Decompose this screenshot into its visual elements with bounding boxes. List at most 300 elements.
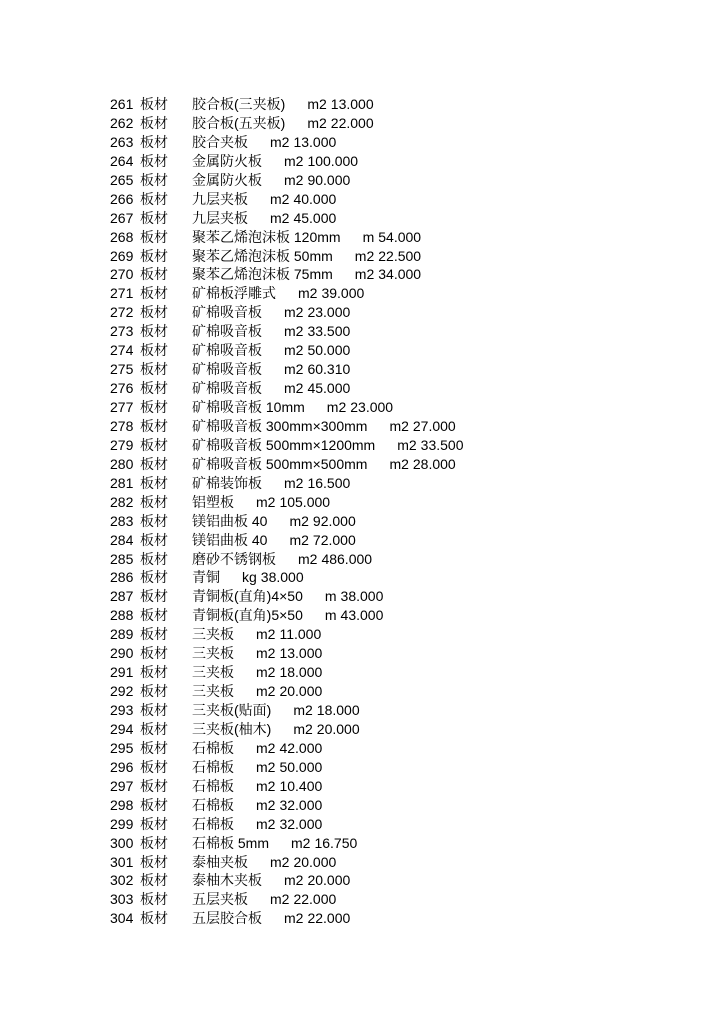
item-name: 矿棉吸音板 <box>192 323 262 340</box>
item-price: 18.000 <box>279 664 323 681</box>
item-name: 石棉板 5mm <box>192 834 269 851</box>
item-number: 275 <box>110 361 134 378</box>
item-price: 16.500 <box>307 474 351 491</box>
item-number: 266 <box>110 190 134 207</box>
list-item <box>110 853 690 872</box>
item-name: 泰柚夹板 <box>192 853 248 870</box>
item-name: 胶合板(三夹板) <box>192 96 286 112</box>
item-category: 板材 <box>140 455 168 472</box>
item-name: 三夹板 <box>192 645 234 662</box>
item-number: 261 <box>110 96 134 112</box>
list-item <box>110 682 690 701</box>
spacer <box>234 739 256 758</box>
spacer <box>333 265 355 284</box>
item-number: 268 <box>110 228 134 245</box>
item-number: 274 <box>110 342 134 359</box>
list-item <box>110 890 690 909</box>
list-item <box>110 284 690 303</box>
spacer <box>248 209 270 228</box>
item-name: 铝塑板 <box>192 493 234 510</box>
item-price: 60.310 <box>307 361 351 378</box>
item-number: 265 <box>110 171 134 188</box>
item-category: 板材 <box>140 853 168 870</box>
item-number: 285 <box>110 550 134 567</box>
item-name: 矿棉吸音板 10mm <box>192 399 305 415</box>
item-category: 板材 <box>140 190 168 207</box>
item-unit: kg <box>242 569 257 586</box>
item-category: 板材 <box>140 380 168 397</box>
item-name: 胶合夹板 <box>192 133 248 150</box>
item-name: 九层夹板 <box>192 209 248 226</box>
spacer <box>262 303 284 322</box>
item-price: 20.000 <box>307 872 351 889</box>
item-name: 矿棉吸音板 500mm×500mm <box>192 455 368 472</box>
item-name: 镁铝曲板 40 <box>192 512 268 529</box>
item-price: 32.000 <box>279 796 323 813</box>
item-number: 297 <box>110 777 134 794</box>
item-price: 100.000 <box>307 152 359 169</box>
item-name: 胶合板(五夹板) <box>192 114 286 131</box>
item-price: 22.500 <box>378 247 422 264</box>
item-category: 板材 <box>140 417 168 434</box>
item-unit: m2 <box>291 834 311 851</box>
list-item <box>110 190 690 209</box>
item-price: 486.000 <box>321 550 373 567</box>
item-number: 269 <box>110 247 134 264</box>
item-unit: m2 <box>270 853 290 870</box>
item-unit: m2 <box>389 417 409 434</box>
list-item <box>110 871 690 890</box>
item-number: 288 <box>110 607 134 624</box>
item-name: 石棉板 <box>192 777 234 794</box>
item-name: 金属防火板 <box>192 171 262 188</box>
item-unit: m2 <box>289 512 309 529</box>
item-unit: m2 <box>256 626 276 643</box>
spacer <box>303 606 325 625</box>
list-item <box>110 777 690 796</box>
list-item <box>110 568 690 587</box>
item-number: 302 <box>110 872 134 889</box>
item-category: 板材 <box>140 796 168 813</box>
item-category: 板材 <box>140 607 168 624</box>
item-unit: m2 <box>284 342 304 359</box>
item-number: 292 <box>110 683 134 700</box>
item-category: 板材 <box>140 228 168 245</box>
item-price: 38.000 <box>340 588 384 605</box>
item-price: 40.000 <box>293 190 337 207</box>
item-price: 20.000 <box>316 720 360 737</box>
spacer <box>234 815 256 834</box>
list-item <box>110 455 690 474</box>
item-unit: m2 <box>284 304 304 321</box>
item-number: 287 <box>110 588 134 605</box>
item-number: 283 <box>110 512 134 529</box>
item-unit: m2 <box>298 285 318 302</box>
list-item <box>110 606 690 625</box>
item-price: 13.000 <box>330 96 374 112</box>
spacer <box>276 284 298 303</box>
item-category: 板材 <box>140 531 168 548</box>
item-category: 板材 <box>140 342 168 359</box>
item-category: 板材 <box>140 474 168 491</box>
item-price: 11.000 <box>279 626 322 643</box>
item-category: 板材 <box>140 361 168 378</box>
list-item <box>110 303 690 322</box>
item-name: 石棉板 <box>192 815 234 832</box>
item-price: 22.000 <box>307 910 351 927</box>
item-unit: m2 <box>270 133 290 150</box>
item-price: 23.000 <box>307 304 351 321</box>
list-item <box>110 95 690 114</box>
item-number: 284 <box>110 531 134 548</box>
item-price: 34.000 <box>378 266 422 283</box>
item-category: 板材 <box>140 323 168 340</box>
item-price: 33.500 <box>307 323 351 340</box>
item-price: 43.000 <box>340 607 384 624</box>
item-unit: m2 <box>354 247 375 264</box>
spacer <box>234 493 256 512</box>
item-category: 板材 <box>140 171 168 188</box>
item-category: 板材 <box>140 702 168 718</box>
item-category: 板材 <box>140 910 168 927</box>
item-number: 279 <box>110 436 134 453</box>
item-number: 272 <box>110 304 134 321</box>
list-item <box>110 512 690 531</box>
spacer <box>262 474 284 493</box>
list-item <box>110 625 690 644</box>
item-unit: m2 <box>284 872 304 889</box>
item-unit: m2 <box>284 361 304 378</box>
list-item <box>110 341 690 360</box>
item-name: 聚苯乙烯泡沫板 120mm <box>192 228 341 245</box>
spacer <box>375 436 397 455</box>
list-item <box>110 739 690 758</box>
spacer <box>262 171 284 190</box>
item-category: 板材 <box>140 152 168 169</box>
item-unit: m2 <box>354 266 375 283</box>
item-category: 板材 <box>140 664 168 681</box>
item-unit: m2 <box>256 815 276 832</box>
item-unit: m2 <box>270 209 290 226</box>
spacer <box>285 95 307 114</box>
item-unit: m2 <box>326 399 347 415</box>
item-name: 石棉板 <box>192 796 234 813</box>
spacer <box>262 379 284 398</box>
item-category: 板材 <box>140 550 168 567</box>
item-unit: m2 <box>270 891 290 908</box>
item-unit: m <box>324 607 337 624</box>
item-number: 277 <box>110 399 134 415</box>
list-item <box>110 720 690 739</box>
item-price: 45.000 <box>307 380 351 397</box>
item-price: 72.000 <box>312 531 356 548</box>
item-unit: m2 <box>256 777 276 794</box>
item-number: 303 <box>110 891 134 908</box>
spacer <box>248 853 270 872</box>
item-unit: m2 <box>307 114 327 131</box>
item-category: 板材 <box>140 720 168 737</box>
item-price: 45.000 <box>293 209 337 226</box>
item-category: 板材 <box>140 626 168 643</box>
item-price: 20.000 <box>279 683 323 700</box>
item-number: 291 <box>110 664 134 681</box>
item-name: 五层夹板 <box>192 891 248 908</box>
item-number: 286 <box>110 569 134 586</box>
spacer <box>367 417 389 436</box>
item-name: 三夹板(贴面) <box>192 702 272 718</box>
item-number: 289 <box>110 626 134 643</box>
item-unit: m <box>362 228 375 245</box>
item-number: 301 <box>110 853 134 870</box>
item-category: 板材 <box>140 266 168 283</box>
item-number: 282 <box>110 493 134 510</box>
spacer <box>367 455 389 474</box>
item-price: 13.000 <box>293 133 337 150</box>
item-unit: m2 <box>307 96 327 112</box>
item-number: 298 <box>110 796 134 813</box>
item-category: 板材 <box>140 436 168 453</box>
item-name: 矿棉吸音板 300mm×300mm <box>192 417 368 434</box>
list-item <box>110 834 690 853</box>
item-category: 板材 <box>140 588 168 605</box>
spacer <box>262 909 284 928</box>
item-number: 304 <box>110 910 134 927</box>
list-item <box>110 171 690 190</box>
item-name: 三夹板 <box>192 683 234 700</box>
spacer <box>234 682 256 701</box>
spacer <box>271 701 293 720</box>
spacer <box>262 341 284 360</box>
item-category: 板材 <box>140 872 168 889</box>
item-price: 38.000 <box>260 569 304 586</box>
item-number: 281 <box>110 474 134 491</box>
item-name: 矿棉吸音板 500mm×1200mm <box>192 436 376 453</box>
list-item <box>110 493 690 512</box>
spacer <box>285 114 307 133</box>
spacer <box>248 190 270 209</box>
item-number: 296 <box>110 758 134 775</box>
list-item <box>110 133 690 152</box>
item-name: 石棉板 <box>192 758 234 775</box>
spacer <box>234 777 256 796</box>
list-item <box>110 398 690 417</box>
item-name: 聚苯乙烯泡沫板 50mm <box>192 247 333 264</box>
item-price: 105.000 <box>279 493 331 510</box>
item-name: 五层胶合板 <box>192 910 262 927</box>
spacer <box>234 625 256 644</box>
item-price: 50.000 <box>279 758 323 775</box>
item-category: 板材 <box>140 758 168 775</box>
item-unit: m2 <box>293 720 313 737</box>
item-price: 27.000 <box>412 417 456 434</box>
item-category: 板材 <box>140 96 168 112</box>
list-item <box>110 417 690 436</box>
item-unit: m <box>324 588 337 605</box>
list-item <box>110 758 690 777</box>
item-number: 299 <box>110 815 134 832</box>
item-unit: m2 <box>284 474 304 491</box>
item-category: 板材 <box>140 834 168 851</box>
item-category: 板材 <box>140 683 168 700</box>
item-category: 板材 <box>140 399 168 415</box>
item-price: 54.000 <box>378 228 422 245</box>
item-number: 290 <box>110 645 134 662</box>
spacer <box>234 796 256 815</box>
spacer <box>341 228 363 247</box>
item-name: 青铜板(直角)5×50 <box>192 607 303 624</box>
list-item <box>110 796 690 815</box>
item-number: 276 <box>110 380 134 397</box>
item-price: 32.000 <box>279 815 323 832</box>
item-category: 板材 <box>140 891 168 908</box>
item-name: 磨砂不锈钢板 <box>192 550 276 567</box>
spacer <box>267 512 289 531</box>
item-unit: m2 <box>389 455 409 472</box>
item-price: 92.000 <box>312 512 356 529</box>
item-name: 矿棉吸音板 <box>192 380 262 397</box>
list-item <box>110 247 690 266</box>
item-price: 39.000 <box>321 285 365 302</box>
list-item <box>110 265 690 284</box>
item-unit: m2 <box>284 323 304 340</box>
spacer <box>333 247 355 266</box>
item-price: 42.000 <box>279 739 323 756</box>
item-category: 板材 <box>140 285 168 302</box>
item-unit: m2 <box>256 683 276 700</box>
list-item <box>110 474 690 493</box>
spacer <box>305 398 327 417</box>
item-name: 石棉板 <box>192 739 234 756</box>
item-price: 20.000 <box>293 853 337 870</box>
list-item <box>110 587 690 606</box>
item-name: 矿棉吸音板 <box>192 342 262 359</box>
list-item <box>110 379 690 398</box>
list-item <box>110 114 690 133</box>
list-item <box>110 209 690 228</box>
item-price: 33.500 <box>420 436 464 453</box>
item-price: 90.000 <box>307 171 351 188</box>
item-number: 294 <box>110 720 134 737</box>
item-name: 镁铝曲板 40 <box>192 531 268 548</box>
item-number: 263 <box>110 133 134 150</box>
item-price: 28.000 <box>412 455 456 472</box>
item-number: 293 <box>110 702 134 718</box>
item-category: 板材 <box>140 114 168 131</box>
item-name: 金属防火板 <box>192 152 262 169</box>
item-number: 271 <box>110 285 134 302</box>
list-item <box>110 701 690 720</box>
spacer <box>271 720 293 739</box>
spacer <box>248 890 270 909</box>
item-number: 278 <box>110 417 134 434</box>
item-unit: m2 <box>284 910 304 927</box>
item-unit: m2 <box>298 550 318 567</box>
item-price: 23.000 <box>350 399 394 415</box>
item-category: 板材 <box>140 512 168 529</box>
list-item <box>110 663 690 682</box>
item-number: 300 <box>110 834 134 851</box>
item-price: 13.000 <box>279 645 323 662</box>
spacer <box>234 758 256 777</box>
item-unit: m2 <box>256 493 276 510</box>
spacer <box>269 834 291 853</box>
item-name: 三夹板 <box>192 664 234 681</box>
item-unit: m2 <box>256 739 276 756</box>
item-name: 矿棉板浮雕式 <box>192 285 276 302</box>
item-name: 矿棉吸音板 <box>192 304 262 321</box>
item-price: 22.000 <box>330 114 374 131</box>
item-price: 22.000 <box>293 891 337 908</box>
price-list <box>110 95 690 928</box>
list-item <box>110 550 690 569</box>
item-unit: m2 <box>256 664 276 681</box>
item-number: 280 <box>110 455 134 472</box>
item-category: 板材 <box>140 645 168 662</box>
item-unit: m2 <box>284 152 304 169</box>
spacer <box>262 360 284 379</box>
item-number: 273 <box>110 323 134 340</box>
item-unit: m2 <box>289 531 309 548</box>
item-number: 295 <box>110 739 134 756</box>
item-category: 板材 <box>140 739 168 756</box>
item-name: 三夹板 <box>192 626 234 643</box>
list-item <box>110 228 690 247</box>
item-unit: m2 <box>256 645 276 662</box>
list-item <box>110 436 690 455</box>
list-item <box>110 322 690 341</box>
item-name: 矿棉装饰板 <box>192 474 262 491</box>
list-item <box>110 815 690 834</box>
item-number: 267 <box>110 209 134 226</box>
spacer <box>262 152 284 171</box>
spacer <box>248 133 270 152</box>
list-item <box>110 909 690 928</box>
list-item <box>110 152 690 171</box>
item-name: 矿棉吸音板 <box>192 361 262 378</box>
spacer <box>220 568 242 587</box>
spacer <box>234 644 256 663</box>
item-name: 青铜板(直角)4×50 <box>192 588 303 605</box>
list-item <box>110 531 690 550</box>
item-price: 18.000 <box>316 702 360 718</box>
item-price: 16.750 <box>314 834 358 851</box>
item-number: 264 <box>110 152 134 169</box>
item-name: 聚苯乙烯泡沫板 75mm <box>192 266 333 283</box>
spacer <box>276 550 298 569</box>
spacer <box>303 587 325 606</box>
item-name: 三夹板(柚木) <box>192 720 272 737</box>
item-price: 10.400 <box>279 777 323 794</box>
item-unit: m2 <box>256 758 276 775</box>
item-category: 板材 <box>140 569 168 586</box>
item-number: 262 <box>110 114 134 131</box>
item-name: 泰柚木夹板 <box>192 872 262 889</box>
item-unit: m2 <box>270 190 290 207</box>
document-page <box>110 95 690 928</box>
list-item <box>110 360 690 379</box>
spacer <box>262 322 284 341</box>
spacer <box>234 663 256 682</box>
item-unit: m2 <box>397 436 417 453</box>
item-unit: m2 <box>256 796 276 813</box>
item-name: 九层夹板 <box>192 190 248 207</box>
item-category: 板材 <box>140 133 168 150</box>
item-category: 板材 <box>140 304 168 321</box>
item-category: 板材 <box>140 777 168 794</box>
item-price: 50.000 <box>307 342 351 359</box>
item-unit: m2 <box>284 171 304 188</box>
item-unit: m2 <box>284 380 304 397</box>
